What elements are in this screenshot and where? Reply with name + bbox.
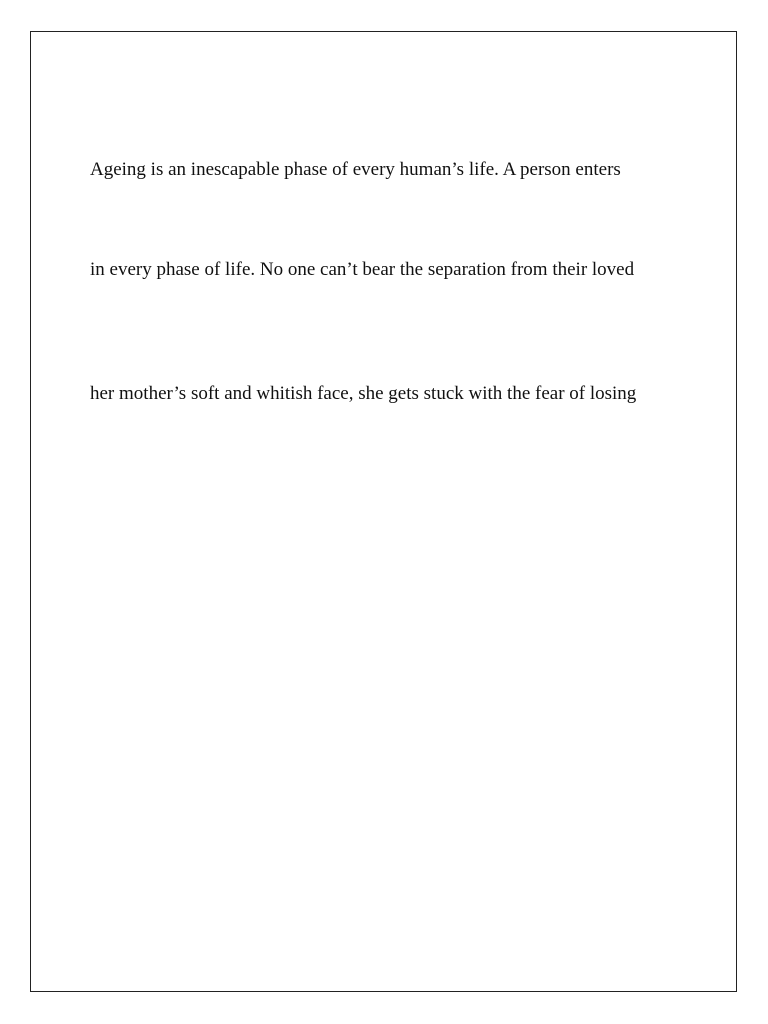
document-page — [30, 31, 737, 992]
text-line: Ageing is an inescapable phase of every human’s life. A person enters — [90, 159, 621, 180]
text-line: in every phase of life. No one can’t bear the separation from their loved — [90, 259, 635, 280]
text-line: her mother’s soft and whitish face, she gets stuck with the fear of losing — [90, 383, 637, 404]
